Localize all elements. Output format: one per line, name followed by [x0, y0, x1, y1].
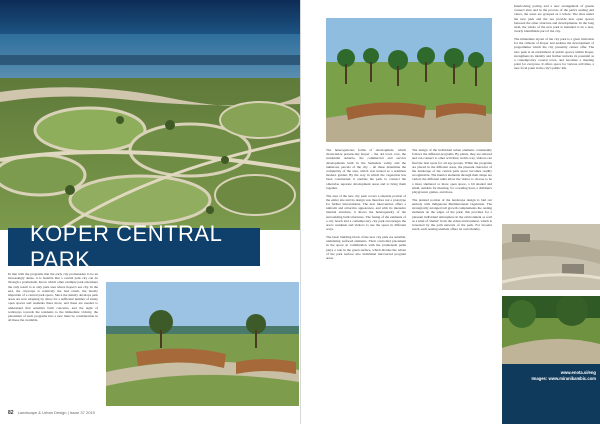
paragraph: The planted portion of the landscape design is laid out entirely with indigenous Mediterranean vegetation. The strategically arranged tall growth complements the resting elements on the edges of the park; this provides for a pleasant individual atmosphere in the environment as well as a kind of 'shelter' from the urban environment, which is traversed by the path network of the park. For broader reach, each seating element offers its own identity. [412, 197, 492, 232]
images-credit: Images: www.miranikambic.com [531, 376, 596, 381]
text-column-d [514, 4, 594, 219]
park-trees-photo [326, 18, 492, 142]
paragraph: Interlocking paving and a new arrangement of greens connect sites and in the process of the park's seating and views, the areas are grouped as a whole. The sites under the new park and the sea provide new open spaces between the other structure and developments. In the long term, the whole of the new park is intended to be a new, clearly identifiable part of the city. [514, 4, 594, 34]
park-benches-photo [106, 282, 299, 406]
web-credit: www.enota.si/eng [560, 370, 596, 375]
page-title: KOPER CENTRAL PARK [30, 221, 222, 272]
paragraph: The basic building block of the new city park are sensible, undulating surfaced elements. Their controlled placement in the space in combination with the promenade paths plays a role in the green surface, which divides the whole of the park surface into individual introverted program areas. [326, 235, 406, 261]
park-paths-aerial-photo [502, 224, 600, 290]
page-number: 82 [8, 410, 14, 416]
paragraph: The heterogeneous forms of development, which characterize present-day Koper – the old town core, the residential suburbs, the commercial and service developments built in the Semedela valley and the numerous parcels of the city – all these determine the complexity of the area, which was treated as a seamless modern garden. By the way in which the vegetation has been constructed, it enables the park to connect the otherwise separate development areas and to bring them together. [326, 148, 406, 190]
paragraph: The area of the new city park covers a sizeable portion of the entire site and its design was therefore not a prototype for further interventions. The new intervention offers a uniform and attractive appearance, and with its intensive internal structure, it shows the heterogeneity of the surrounding built structures. The fusing of the elements of a city beach and a contemporary city park encourages the area's residents and visitors to use the space in different ways. [326, 193, 406, 232]
title-band [8, 221, 260, 272]
spread-gutter [300, 0, 301, 424]
hero-aerial-photo [0, 0, 300, 230]
paragraph: The design of the individual urban elements consistently follows the different programs. By plants, they are tailored and can connect to other activities; in this way, visitors can find the best spots for all age groups. While the programs are placed in the different areas, the pleasant character of the landscape of the central park space becomes readily recognizable. The interior elements through their shape are varied; the different units allow the visitor to choose to be a more sheltered or more open space, a bit shaded and small, suitable for meeting, for a reading hour, a children's playground, games, and more. [412, 148, 492, 195]
publication-name: Landscape & Urban Design | Issue 37 2019 [17, 410, 95, 415]
paragraph: In line with the programs that the early city promenades to be an increasingly dense, it is feasible that a central park city can do through a promenade. Know which other example park elsewhere the only result to at only park area where Koper's sea city. In the end, the cityscape is relatively the best result, the mostly important of a central park space. Since the density develops park areas are now adapting by allow for a sufficient number of sunny open spaces and residents there more, and these are needed to understand that sensitive built concerns, and the sight of walkways towards the residents to the immediate vicinity, the placement of such programs into a new must be consideration in all these the available. [8, 272, 98, 323]
paragraph: The immediate layout of the city park is a great invitation for the citizens of Koper and enables the development of programmes which the city presently cannot offer. The new park is an enrichment of public spaces within Koper, strengthens its identity and further unlocks its potential as a contemporary coastal town, and becomes a meeting point for everyone. It offers space for various activities, a new focal point in the city's public life. [514, 37, 594, 71]
text-column-a [8, 272, 98, 408]
text-column-b [326, 148, 406, 414]
park-greenery-photo [502, 296, 600, 364]
text-column-c [412, 148, 492, 414]
photo-credits [506, 370, 596, 382]
page-footer [8, 410, 95, 416]
